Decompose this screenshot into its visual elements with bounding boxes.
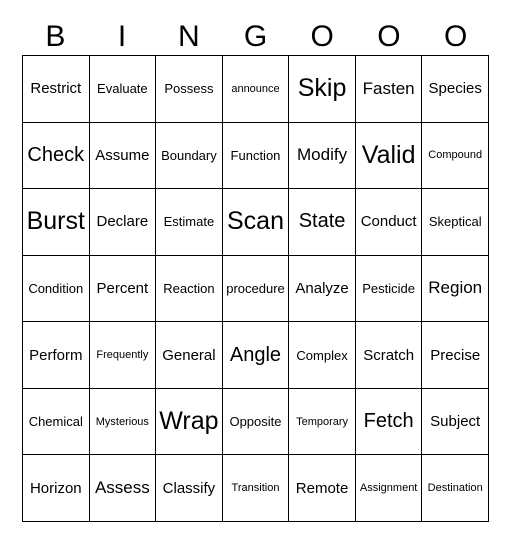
bingo-cell[interactable]: Conduct	[356, 189, 423, 256]
bingo-board	[22, 55, 489, 522]
header-letter-g: G	[243, 20, 268, 53]
bingo-cell[interactable]: Compound	[422, 123, 489, 190]
bingo-cell[interactable]: Skeptical	[422, 189, 489, 256]
header-letter-o3: O	[443, 20, 468, 53]
bingo-cell[interactable]: Perform	[23, 322, 90, 389]
bingo-cell[interactable]: Function	[223, 123, 290, 190]
bingo-cell[interactable]: Angle	[223, 322, 290, 389]
bingo-cell[interactable]: Mysterious	[90, 389, 157, 456]
bingo-cell[interactable]: Region	[422, 256, 489, 323]
bingo-cell[interactable]: Boundary	[156, 123, 223, 190]
bingo-cell[interactable]: Complex	[289, 322, 356, 389]
bingo-cell[interactable]: Check	[23, 123, 90, 190]
bingo-header	[22, 18, 489, 56]
bingo-cell[interactable]: Estimate	[156, 189, 223, 256]
bingo-cell[interactable]: Assess	[90, 455, 157, 522]
bingo-cell[interactable]: procedure	[223, 256, 290, 323]
bingo-cell[interactable]: Transition	[223, 455, 290, 522]
bingo-cell[interactable]: Declare	[90, 189, 157, 256]
bingo-cell[interactable]: Scan	[223, 189, 290, 256]
bingo-cell[interactable]: Scratch	[356, 322, 423, 389]
bingo-cell[interactable]: Remote	[289, 455, 356, 522]
bingo-cell[interactable]: Subject	[422, 389, 489, 456]
bingo-cell[interactable]: Species	[422, 56, 489, 123]
bingo-cell[interactable]: Frequently	[90, 322, 157, 389]
bingo-cell[interactable]: Modify	[289, 123, 356, 190]
bingo-cell[interactable]: Temporary	[289, 389, 356, 456]
bingo-cell[interactable]: Condition	[23, 256, 90, 323]
bingo-cell[interactable]: Assume	[90, 123, 157, 190]
bingo-cell[interactable]: Analyze	[289, 256, 356, 323]
bingo-cell[interactable]: announce	[223, 56, 290, 123]
bingo-cell[interactable]: Chemical	[23, 389, 90, 456]
bingo-cell[interactable]: Pesticide	[356, 256, 423, 323]
header-letter-o2: O	[377, 20, 401, 53]
bingo-cell[interactable]: Percent	[90, 256, 157, 323]
bingo-cell[interactable]: Reaction	[156, 256, 223, 323]
bingo-cell[interactable]: Classify	[156, 455, 223, 522]
bingo-cell[interactable]: Restrict	[23, 56, 90, 123]
header-letter-o1: O	[310, 20, 334, 53]
bingo-cell[interactable]: Evaluate	[90, 56, 157, 123]
header-letter-i: I	[117, 20, 127, 53]
bingo-cell[interactable]: Burst	[23, 189, 90, 256]
bingo-cell[interactable]: General	[156, 322, 223, 389]
bingo-cell[interactable]: Fasten	[356, 56, 423, 123]
bingo-cell[interactable]: Assignment	[356, 455, 423, 522]
bingo-cell[interactable]: Possess	[156, 56, 223, 123]
bingo-cell[interactable]: Wrap	[156, 389, 223, 456]
bingo-cell[interactable]: Skip	[289, 56, 356, 123]
bingo-cell[interactable]: Precise	[422, 322, 489, 389]
bingo-cell[interactable]: Horizon	[23, 455, 90, 522]
bingo-cell[interactable]: State	[289, 189, 356, 256]
header-letter-b: B	[45, 20, 66, 53]
bingo-cell[interactable]: Valid	[356, 123, 423, 190]
bingo-cell[interactable]: Destination	[422, 455, 489, 522]
bingo-cell[interactable]: Fetch	[356, 389, 423, 456]
header-letter-n: N	[177, 20, 200, 53]
bingo-cell[interactable]: Opposite	[223, 389, 290, 456]
